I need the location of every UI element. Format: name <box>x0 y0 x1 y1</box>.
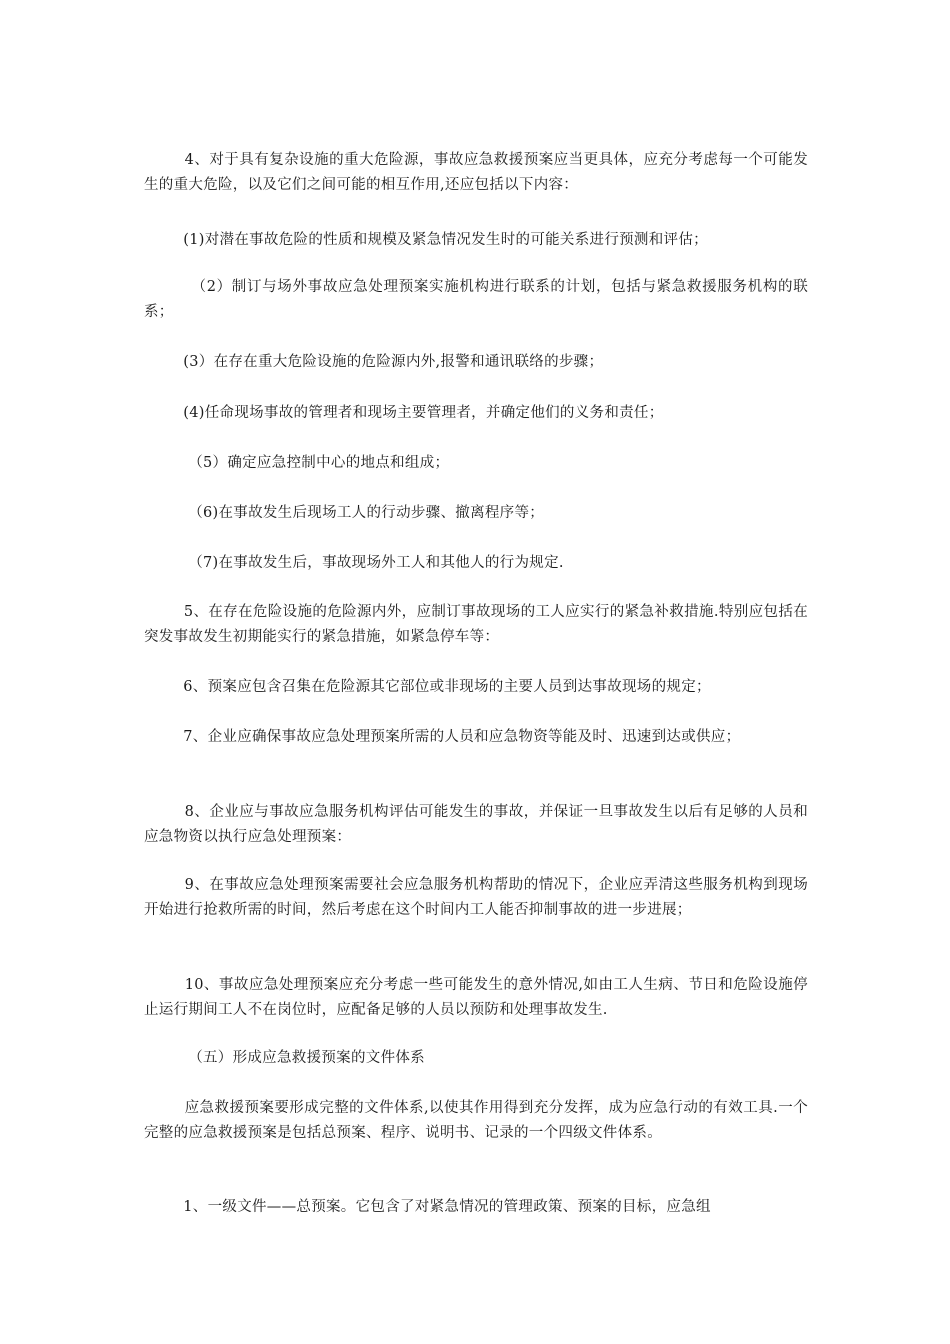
paragraph-item-10: 10、事故应急处理预案应充分考虑一些可能发生的意外情况,如由工人生病、节日和危险设施停止运行期间工人不在岗位时，应配备足够的人员以预防和处理事故发生. <box>144 977 808 1018</box>
paragraph-item-8: 8、企业应与事故应急服务机构评估可能发生的事故，并保证一旦事故发生以后有足够的人员和应急物资以执行应急处理预案： <box>144 804 808 845</box>
paragraph-item-5: 5、在存在危险设施的危险源内外，应制订事故现场的工人应实行的紧急补救措施.特别应包括在突发事故发生初期能实行的紧急措施，如紧急停车等： <box>144 604 809 645</box>
paragraph-subitem-1: (1)对潜在事故危险的性质和规模及紧急情况发生时的可能关系进行预测和评估； <box>144 232 708 248</box>
paragraph-subitem-3: (3）在存在重大危险设施的危险源内外,报警和通讯联络的步骤； <box>144 354 604 370</box>
paragraph-level-1-file: 1、一级文件——总预案。它包含了对紧急情况的管理政策、预案的目标，应急组 <box>144 1199 711 1215</box>
paragraph-subitem-6: （6)在事故发生后现场工人的行动步骤、撤离程序等； <box>144 505 545 521</box>
paragraph-subitem-2: （2）制订与场外事故应急处理预案实施机构进行联系的计划，包括与紧急救援服务机构的联系； <box>144 279 808 320</box>
paragraph-document-system: 应急救援预案要形成完整的文件体系,以使其作用得到充分发挥，成为应急行动的有效工具.一个完整的应急救援预案是包括总预案、程序、说明书、记录的一个四级文件体系。 <box>144 1100 808 1141</box>
paragraph-item-7: 7、企业应确保事故应急处理预案所需的人员和应急物资等能及时、迅速到达或供应； <box>144 729 741 745</box>
paragraph-item-4: 4、对于具有复杂设施的重大危险源，事故应急救援预案应当更具体，应充分考虑每一个可能发生的重大危险，以及它们之间可能的相互作用,还应包括以下内容： <box>144 152 808 193</box>
paragraph-subitem-4: (4)任命现场事故的管理者和现场主要管理者，并确定他们的义务和责任； <box>144 405 664 421</box>
paragraph-subitem-7: （7)在事故发生后，事故现场外工人和其他人的行为规定. <box>144 555 564 571</box>
paragraph-subitem-5: （5）确定应急控制中心的地点和组成； <box>144 455 450 471</box>
paragraph-item-9: 9、在事故应急处理预案需要社会应急服务机构帮助的情况下，企业应弄清这些服务机构到现场开始进行抢救所需的时间，然后考虑在这个时间内工人能否抑制事故的进一步进展； <box>144 877 808 918</box>
section-heading: （五）形成应急救援预案的文件体系 <box>144 1050 425 1066</box>
paragraph-item-6: 6、预案应包含召集在危险源其它部位或非现场的主要人员到达事故现场的规定； <box>144 679 711 695</box>
